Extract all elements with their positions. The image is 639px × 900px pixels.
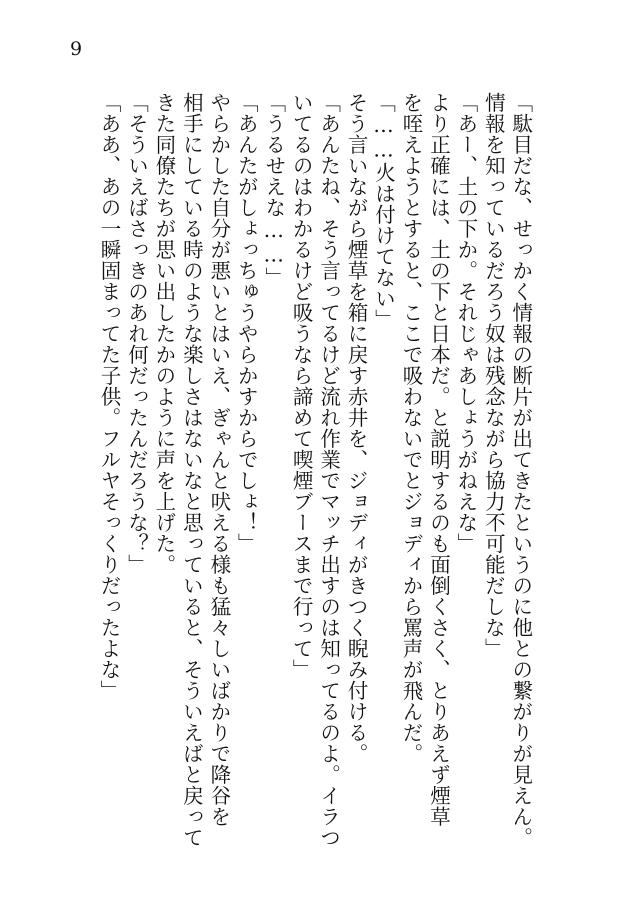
text-line: 「駄目だな、せっかく情報の断片が出てきたというのに他との繋がりが見えん。: [508, 92, 533, 848]
text-line: 相手にしている時のような楽しさはないなと思っていると、そういえばと戻って: [179, 92, 204, 848]
text-line: 情報を知っているだろう奴は残念ながら協力不可能だしな」: [481, 92, 506, 659]
text-line: 「うるせえな……」: [261, 92, 286, 288]
text-line: 「あんたね、そう言ってるけど流れ作業でマッチ出すのは知ってるのよ。イラつ: [316, 92, 341, 848]
text-line: 「そういえばさっきのあれ何だったんだろうな？」: [124, 92, 149, 575]
text-line: やらかした自分が悪いとはいえ、ぎゃんと吠える様も猛々しいばかりで降谷を: [206, 92, 231, 827]
text-line: より正確には、土の下と日本だ。と説明するのも面倒くさく、とりあえず煙草: [426, 92, 451, 827]
text-line: 「……火は付けてない」: [371, 92, 396, 330]
text-line: 「あー、土の下か。それじゃあしょうがねえな」: [453, 92, 478, 554]
text-line: を咥えようとすると、ここで吸わないでとジョディから罵声が飛んだ。: [398, 92, 423, 764]
text-line: そう言いながら煙草を箱に戻す赤井を、ジョディがきつく睨み付ける。: [344, 92, 369, 764]
text-line: きた同僚たちが思い出したかのように声を上げた。: [151, 92, 176, 575]
text-line: いてるのはわかるけど吸うなら諦めて喫煙ブースまで行って」: [289, 92, 314, 680]
text-line: 「ああ、あの一瞬固まってた子供。フルヤそっくりだったよな」: [97, 92, 121, 701]
page-number: 9: [70, 38, 83, 60]
text-line: 「あんたがしょっちゅうやらかすからでしょ！」: [234, 92, 259, 554]
vertical-body-text: [97, 92, 533, 848]
